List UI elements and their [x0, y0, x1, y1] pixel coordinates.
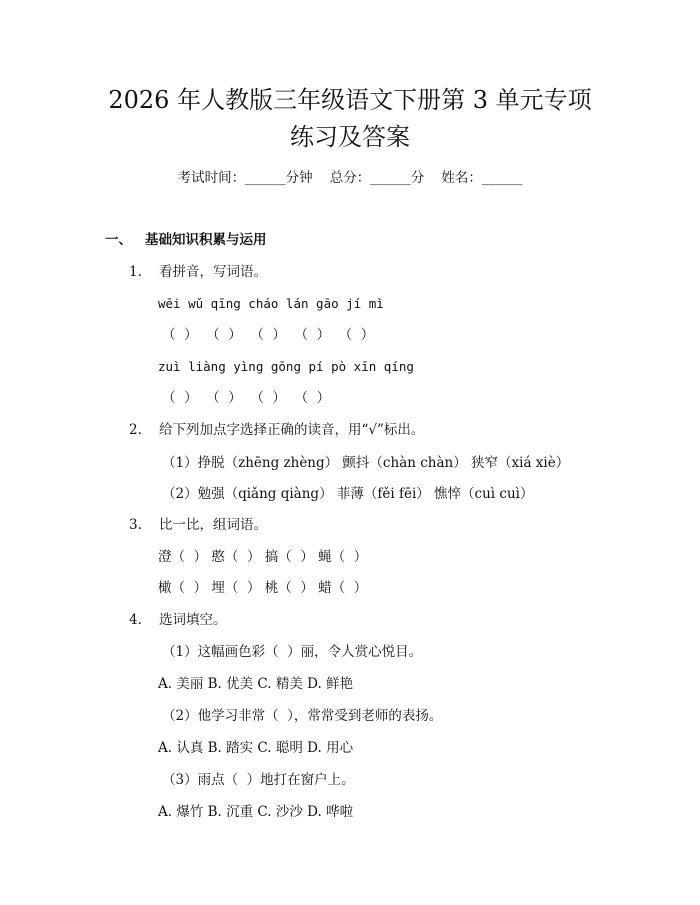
- document-title-line1: 2026 年人教版三年级语文下册第 3 单元专项: [108, 86, 592, 114]
- question-number: 1.: [129, 264, 142, 280]
- q4-sentence-1: （1）这幅画色彩（ ）丽，令人赏心悦目。: [162, 644, 423, 660]
- q3-line-1: 澄（ ） 憨（ ） 搞（ ） 蝇（ ）: [158, 549, 368, 565]
- question-4: [129, 610, 227, 630]
- q4-options-1: A. 美丽 B. 优美 C. 精美 D. 鲜艳: [158, 676, 354, 692]
- q4-sentence-3: （3）雨点（ ）地打在窗户上。: [162, 772, 355, 788]
- q4-sentence-2: （2）他学习非常（ ），常常受到老师的表扬。: [162, 708, 443, 724]
- q4-options-2: A. 认真 B. 踏实 C. 聪明 D. 用心: [158, 740, 354, 756]
- question-3: [129, 515, 267, 535]
- section-number: 一、: [105, 232, 132, 248]
- answer-blanks-row-2: （ ） （ ） （ ） （ ）: [162, 390, 331, 406]
- question-prompt: 选词填空。: [159, 612, 227, 628]
- question-number: 3.: [129, 517, 142, 533]
- exam-meta: 考试时间：______分钟 总分：______分 姓名：______: [177, 170, 523, 186]
- question-prompt: 给下列加点字选择正确的读音，用“√”标出。: [159, 422, 425, 438]
- question-number: 2.: [129, 422, 142, 438]
- q2-line-1: （1）挣脱（zhēng zhèng） 颤抖（chàn chàn） 狭窄（xiá xiè）: [162, 455, 570, 471]
- q2-line-2: （2）勉强（qiǎng qiàng） 菲薄（fěi fēi） 憔悴（cuì cuì）: [162, 486, 534, 502]
- section-heading: [105, 230, 267, 250]
- document-title-line2: 练习及答案: [290, 123, 410, 151]
- pinyin-row-2: zuì liàng yìng gōng pí pò xīn qíng: [158, 359, 414, 374]
- question-number: 4.: [129, 612, 142, 628]
- question-prompt: 看拼音，写词语。: [159, 264, 267, 280]
- question-1: [129, 262, 267, 282]
- answer-blanks-row-1: （ ） （ ） （ ） （ ） （ ）: [162, 327, 375, 343]
- q3-line-2: 橄（ ） 埋（ ） 桃（ ） 蜡（ ）: [158, 580, 368, 596]
- question-2: [129, 420, 424, 440]
- question-prompt: 比一比，组词语。: [159, 517, 267, 533]
- section-title: 基础知识积累与运用: [145, 232, 267, 248]
- q4-options-3: A. 爆竹 B. 沉重 C. 沙沙 D. 哗啦: [158, 804, 354, 820]
- pinyin-row-1: wēi wǔ qīng cháo lán gāo jí mì: [158, 296, 384, 311]
